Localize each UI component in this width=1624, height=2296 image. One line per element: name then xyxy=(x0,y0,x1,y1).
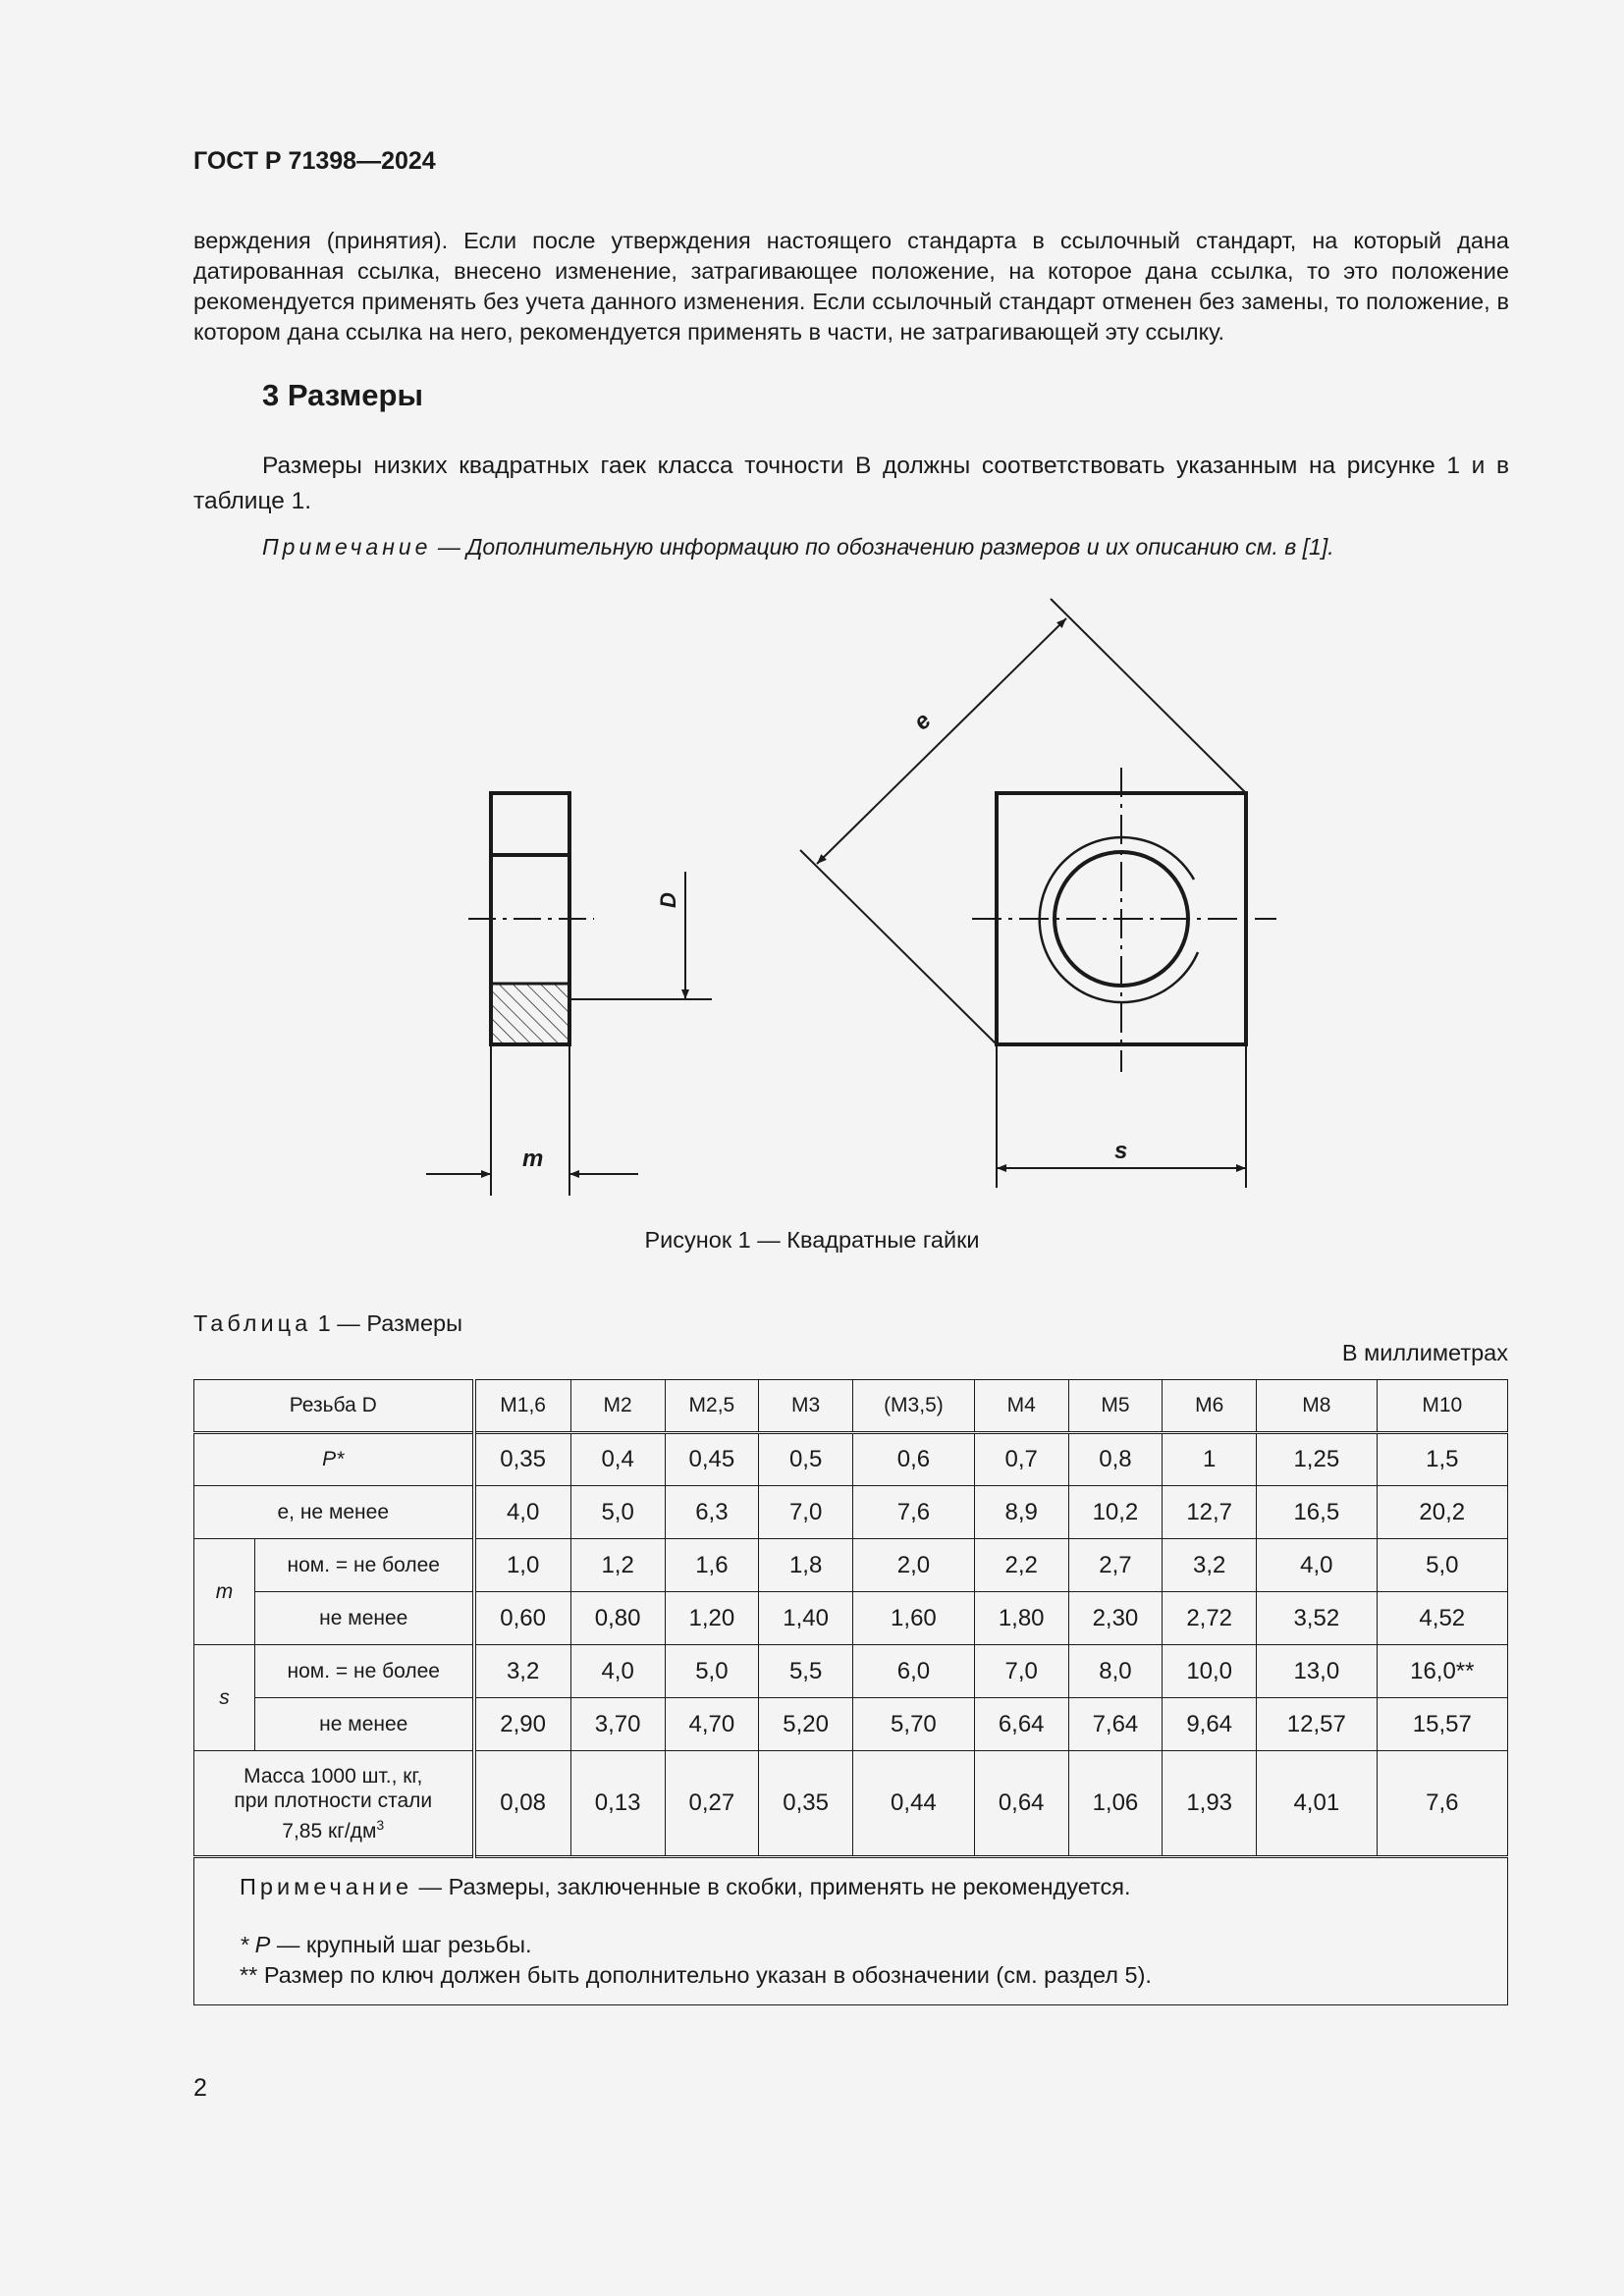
table-cell: 1,8 xyxy=(759,1539,853,1592)
table-cell: 12,57 xyxy=(1257,1698,1378,1751)
table-cell: 1,2 xyxy=(570,1539,665,1592)
table-cell: 0,27 xyxy=(665,1751,759,1857)
table-caption-label: Таблица xyxy=(193,1310,312,1336)
table-cell: 0,8 xyxy=(1068,1433,1163,1486)
table-cell: 8,9 xyxy=(974,1486,1068,1539)
label-e: e xyxy=(908,707,937,736)
table-cell: 1,40 xyxy=(759,1592,853,1645)
table-cell: 0,5 xyxy=(759,1433,853,1486)
table-cell: 4,70 xyxy=(665,1698,759,1751)
section-note-label: Примечание xyxy=(262,534,432,560)
row-label-m-min: не менее xyxy=(255,1592,474,1645)
label-m: m xyxy=(522,1146,544,1172)
table-caption-text: 1 — Размеры xyxy=(311,1310,462,1336)
table-cell: 1,93 xyxy=(1163,1751,1257,1857)
page-number: 2 xyxy=(193,2074,207,2102)
table-row xyxy=(194,1592,1508,1645)
document-code: ГОСТ Р 71398—2024 xyxy=(193,147,436,175)
table-note-label: Примечание xyxy=(240,1874,413,1899)
row-group-s: s xyxy=(194,1645,255,1751)
thread-cell: M1,6 xyxy=(474,1380,571,1433)
mass-label-line1: Масса 1000 шт., кг, xyxy=(244,1764,423,1788)
row-label-s-nom: ном. = не более xyxy=(255,1645,474,1698)
table-cell: 7,0 xyxy=(974,1645,1068,1698)
table-cell: 0,6 xyxy=(853,1433,975,1486)
thread-cell: M10 xyxy=(1377,1380,1507,1433)
table-cell: 0,60 xyxy=(474,1592,571,1645)
table-cell: 3,2 xyxy=(474,1645,571,1698)
table-cell: 6,64 xyxy=(974,1698,1068,1751)
section-title: 3 Размеры xyxy=(262,378,423,412)
table-cell: 0,35 xyxy=(474,1433,571,1486)
table-cell: 9,64 xyxy=(1163,1698,1257,1751)
table-cell: 1 xyxy=(1163,1433,1257,1486)
table-cell: 1,06 xyxy=(1068,1751,1163,1857)
thread-cell: M5 xyxy=(1068,1380,1163,1433)
table-cell: 0,7 xyxy=(974,1433,1068,1486)
table-cell: 5,70 xyxy=(853,1698,975,1751)
table-cell: 1,25 xyxy=(1257,1433,1378,1486)
table-cell: 6,3 xyxy=(665,1486,759,1539)
table-caption xyxy=(193,1310,462,1337)
table-cell: 2,90 xyxy=(474,1698,571,1751)
table-cell: 0,13 xyxy=(570,1751,665,1857)
table-cell: 2,30 xyxy=(1068,1592,1163,1645)
table-cell: 2,2 xyxy=(974,1539,1068,1592)
row-label-e: e, не менее xyxy=(194,1486,474,1539)
thread-cell: M2 xyxy=(570,1380,665,1433)
table-cell: 1,5 xyxy=(1377,1433,1507,1486)
table-row xyxy=(194,1380,1508,1433)
intro-paragraph: верждения (принятия). Если после утверждения настоящего стандарта в ссылочный стандарт, на который дана датированная ссылка, внесено изменение, затрагивающее положение, на которое дана ссылка, то это положение рекомендуется применять без учета данного изменения. Если ссылочный стандарт отменен без замены, то положение, в котором дана ссылка на него, рекомендуется применять в части, не затрагивающей эту ссылку. xyxy=(193,228,1509,345)
table-cell: 4,0 xyxy=(474,1486,571,1539)
table-row xyxy=(194,1539,1508,1592)
table-row xyxy=(194,1698,1508,1751)
table-cell: 4,01 xyxy=(1257,1751,1378,1857)
section-note-text: — Дополнительную информацию по обозначению размеров и их описанию см. в [1]. xyxy=(431,534,1334,560)
table-note-text: — Размеры, заключенные в скобки, применять не рекомендуется. xyxy=(412,1874,1131,1899)
label-s: s xyxy=(1114,1138,1128,1164)
table-cell: 16,0** xyxy=(1377,1645,1507,1698)
thread-cell: (M3,5) xyxy=(853,1380,975,1433)
table-cell: 12,7 xyxy=(1163,1486,1257,1539)
table-row xyxy=(194,1857,1508,2005)
table-cell: 3,52 xyxy=(1257,1592,1378,1645)
row-label-m-nom: ном. = не более xyxy=(255,1539,474,1592)
table-cell: 2,7 xyxy=(1068,1539,1163,1592)
table-cell: 1,0 xyxy=(474,1539,571,1592)
table-cell: 0,44 xyxy=(853,1751,975,1857)
table-cell: 7,6 xyxy=(1377,1751,1507,1857)
table-cell: 5,0 xyxy=(570,1486,665,1539)
table-cell: 7,6 xyxy=(853,1486,975,1539)
figure-caption: Рисунок 1 — Квадратные гайки xyxy=(644,1227,980,1253)
table-cell: 0,80 xyxy=(570,1592,665,1645)
header-thread-label: Резьба D xyxy=(194,1380,474,1433)
mass-label-sup: 3 xyxy=(376,1816,385,1833)
table-units: В миллиметрах xyxy=(1341,1340,1508,1365)
table-cell: 4,0 xyxy=(1257,1539,1378,1592)
table-cell: 15,57 xyxy=(1377,1698,1507,1751)
table-cell: 8,0 xyxy=(1068,1645,1163,1698)
thread-cell: M2,5 xyxy=(665,1380,759,1433)
table-cell: 0,45 xyxy=(665,1433,759,1486)
table-cell: 4,0 xyxy=(570,1645,665,1698)
table-cell: 6,0 xyxy=(853,1645,975,1698)
table-cell: 10,0 xyxy=(1163,1645,1257,1698)
table-cell: 2,0 xyxy=(853,1539,975,1592)
mass-label-line2: при плотности стали xyxy=(234,1789,433,1812)
table-cell: 2,72 xyxy=(1163,1592,1257,1645)
table-cell: 7,0 xyxy=(759,1486,853,1539)
table-cell: 13,0 xyxy=(1257,1645,1378,1698)
table-cell: 1,60 xyxy=(853,1592,975,1645)
thread-cell: M4 xyxy=(974,1380,1068,1433)
table-cell: 5,20 xyxy=(759,1698,853,1751)
nut-front-view xyxy=(800,599,1276,1188)
footnote1-text: — крупный шаг резьбы. xyxy=(270,1932,532,1957)
thread-cell: M8 xyxy=(1257,1380,1378,1433)
row-label-p: P* xyxy=(194,1433,474,1486)
table-cell: 4,52 xyxy=(1377,1592,1507,1645)
table-cell: 20,2 xyxy=(1377,1486,1507,1539)
dimensions-table xyxy=(193,1379,1508,2005)
table-row xyxy=(194,1751,1508,1857)
section-paragraph: Размеры низких квадратных гаек класса точности В должны соответствовать указанным на рисунке 1 и в таблице 1. xyxy=(193,453,1509,514)
hatched-section xyxy=(491,984,569,1044)
thread-cell: M6 xyxy=(1163,1380,1257,1433)
table-cell: 5,0 xyxy=(665,1645,759,1698)
table-cell: 1,6 xyxy=(665,1539,759,1592)
table-cell: 5,0 xyxy=(1377,1539,1507,1592)
table-cell: 3,70 xyxy=(570,1698,665,1751)
table-cell: 0,08 xyxy=(474,1751,571,1857)
table-cell: 1,80 xyxy=(974,1592,1068,1645)
table-cell: 10,2 xyxy=(1068,1486,1163,1539)
nut-side-view xyxy=(426,793,712,1196)
table-cell: 0,35 xyxy=(759,1751,853,1857)
table-row xyxy=(194,1486,1508,1539)
row-label-mass xyxy=(194,1751,474,1857)
row-group-m: m xyxy=(194,1539,255,1645)
label-D: D xyxy=(656,892,680,908)
table-cell: 3,2 xyxy=(1163,1539,1257,1592)
table-row xyxy=(194,1433,1508,1486)
table-cell: 0,4 xyxy=(570,1433,665,1486)
table-row xyxy=(194,1645,1508,1698)
table-note xyxy=(194,1857,1508,2005)
thread-cell: M3 xyxy=(759,1380,853,1433)
table-cell: 7,64 xyxy=(1068,1698,1163,1751)
footnote2-text: ** Размер по ключ должен быть дополнительно указан в обозначении (см. раздел 5). xyxy=(240,1962,1152,1988)
footnote1-symbol: * P xyxy=(240,1932,271,1957)
table-cell: 5,5 xyxy=(759,1645,853,1698)
table-cell: 0,64 xyxy=(974,1751,1068,1857)
table-cell: 1,20 xyxy=(665,1592,759,1645)
mass-label-line3: 7,85 кг/дм xyxy=(282,1819,377,1842)
table-cell: 16,5 xyxy=(1257,1486,1378,1539)
row-label-s-min: не менее xyxy=(255,1698,474,1751)
